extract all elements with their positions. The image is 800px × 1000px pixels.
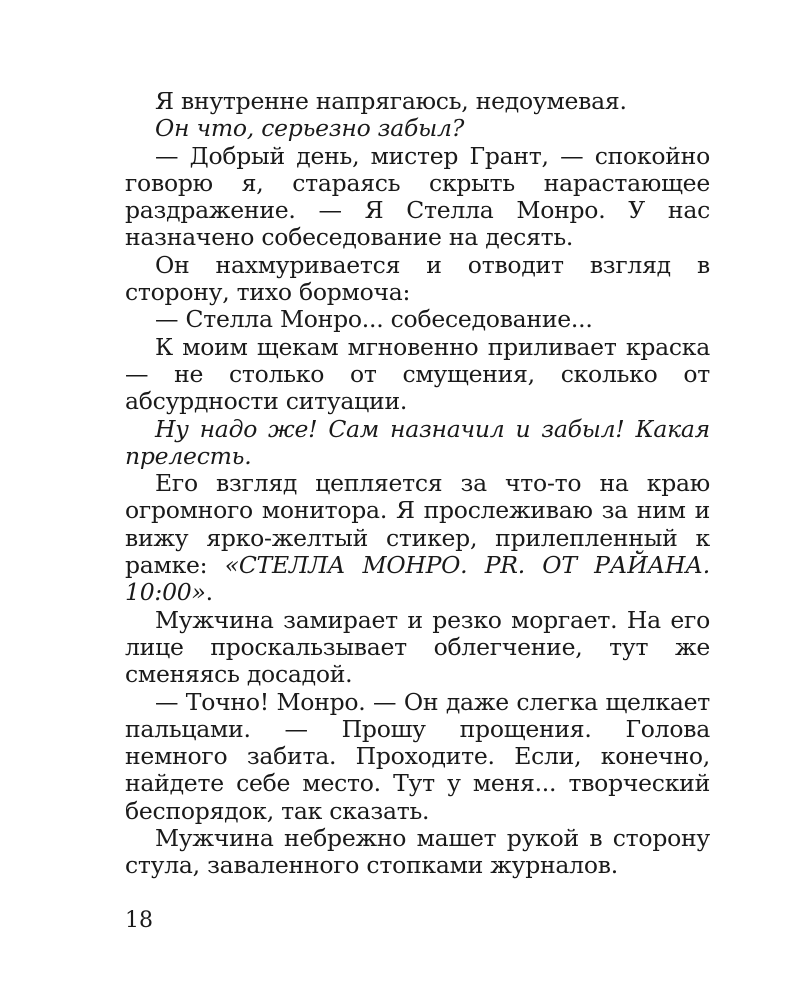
paragraph: Он нахмуривается и отводит взгляд в сторону, тихо бормоча: [125, 250, 710, 307]
paragraph-sticker [125, 470, 710, 606]
paragraph-dialog: — Точно! Монро. — Он даже слегка щелкает пальцами. — Прошу прощения. Голова немного забита. Проходите. Если, конечно, найдете себе место. Тут у меня... творческий беспорядок, так сказать. [125, 687, 710, 825]
page-number: 18 [125, 908, 153, 933]
paragraph: Мужчина небрежно машет рукой в сторону стула, заваленного стопками журналов. [125, 824, 710, 880]
paragraph-dialog: — Добрый день, мистер Грант, — спокойно говорю я, стараясь скрыть нарастающее раздражение. — Я Стелла Монро. У нас назначено собеседование на десять. [125, 141, 710, 252]
paragraph: Я внутренне напрягаюсь, недоумевая. [155, 87, 627, 115]
paragraph: К моим щекам мгновенно приливает краска — не столько от смущения, сколько от абсурдности ситуации. [125, 332, 710, 416]
paragraph: Мужчина замирает и резко моргает. На его лице проскальзывает облегчение, тут же сменяясь досадой. [125, 605, 710, 689]
paragraph-text-end: . [205, 578, 213, 607]
paragraph-dialog: — Стелла Монро... собеседование... [155, 305, 593, 334]
paragraph-italic-thought: Он что, серьезно забыл? [155, 114, 465, 143]
paragraph-italic-thought: Ну надо же! Сам назначил и забыл! Какая прелесть. [125, 414, 710, 470]
body-text [125, 88, 710, 880]
sticker-text: «СТЕЛЛА МОНРО. PR. ОТ РАЙАНА. 10:00» [125, 551, 710, 607]
paragraph-text: Его взгляд цепляется за что-то на краю огромного монитора. Я прослеживаю за ним и вижу ярко-желтый стикер, прилепленный к рамке: [125, 469, 710, 580]
